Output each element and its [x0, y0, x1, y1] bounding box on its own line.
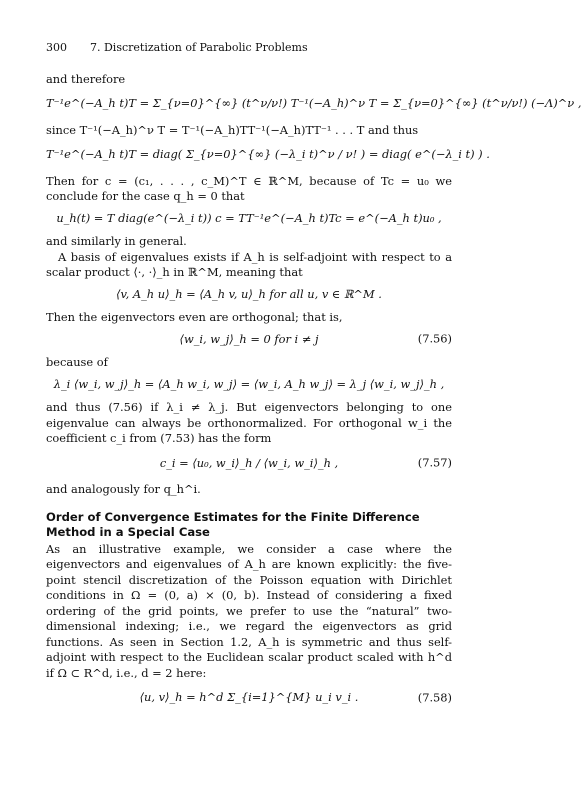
equation-number: (7.56) — [417, 331, 452, 346]
paragraph: and similarly in general. — [46, 234, 187, 248]
equation: T⁻¹e^(−A_h t)T = diag( Σ_{ν=0}^{∞} (−λ_i t)^ν / ν! ) = diag( e^(−λ_i t) ) . — [46, 147, 490, 161]
running-header — [46, 40, 452, 56]
paragraph: Then the eigenvectors even are orthogonal; that is, — [46, 310, 343, 324]
section-heading: Order of Convergence Estimates for the Finite Difference Method in a Special Case — [46, 509, 420, 539]
equation-body: c_i = ⟨u₀, w_i⟩_h / ⟨w_i, w_i⟩_h , — [159, 455, 339, 470]
paragraph: and therefore — [46, 71, 126, 86]
equation-number: (7.57) — [417, 455, 452, 470]
equation: λ_i ⟨w_i, w_j⟩_h = ⟨A_h w_i, w_j⟩ = ⟨w_i, A_h w_j⟩ = λ_j ⟨w_i, w_j⟩_h , — [53, 376, 445, 391]
equation-body: ⟨u, v⟩_h = h^d Σ_{i=1}^{M} u_i v_i . — [139, 690, 359, 704]
paragraph: since T⁻¹(−A_h)^ν T = T⁻¹(−A_h)TT⁻¹(−A_h)TT⁻¹ . . . T and thus — [46, 122, 419, 137]
running-title: 7. Discretization of Parabolic Problems — [90, 41, 308, 54]
paragraph: and thus (7.56) if λ_i ≠ λ_j. But eigenvectors belonging to one eigenvalue can always be orthonormalized. For orthogonal w_i the coefficient c_i from (7.53) has the form — [46, 400, 452, 445]
paragraph: As an illustrative example, we consider a case where the eigenvectors and eigenvalues of A_h are known explicitly: the five-point stencil discretization of the Poisson equation with Dirichlet conditions in Ω = (0, a) × (0, b). Instead of considering a fixed ordering of the grid points, we prefer to use the “natural” two-dimensional indexing; i.e., we regard the eigenvectors as grid functions. As seen in Section 1.2, A_h is symmetric and thus self-adjoint with respect to the Euclidean scalar product scaled with h^d if Ω ⊂ R^d, i.e., d = 2 here: — [46, 541, 452, 680]
equation: u_h(t) = T diag(e^(−λ_i t)) c = TT⁻¹e^(−A_h t)Tc = e^(−A_h t)u₀ , — [56, 210, 442, 225]
equation: ⟨v, A_h u⟩_h = ⟨A_h v, u⟩_h for all u, v ∈ ℝ^M . — [116, 286, 382, 301]
equation: T⁻¹e^(−A_h t)T = Σ_{ν=0}^{∞} (t^ν/ν!) T⁻¹(−A_h)^ν T = Σ_{ν=0}^{∞} (t^ν/ν!) (−Λ)^ν , — [46, 96, 581, 110]
paragraph: because of — [46, 355, 108, 369]
page-number: 300 — [46, 41, 67, 54]
equation-number: (7.58) — [417, 690, 452, 704]
paragraph: Then for c = (c₁, . . . , c_M)^T ∈ ℝ^M, because of Tc = u₀ we conclude for the case q_h = 0 that — [46, 173, 452, 203]
paragraph: A basis of eigenvalues exists if A_h is self-adjoint with respect to a scalar product ⟨·, ·⟩_h in ℝ^M, meaning that — [46, 249, 452, 279]
equation-7-56 — [46, 332, 452, 348]
equation-body: ⟨w_i, w_j⟩_h = 0 for i ≠ j — [179, 331, 319, 346]
equation-7-58 — [46, 690, 452, 706]
paragraph: and analogously for q_h^i. — [46, 482, 201, 496]
equation-7-57 — [46, 456, 452, 472]
